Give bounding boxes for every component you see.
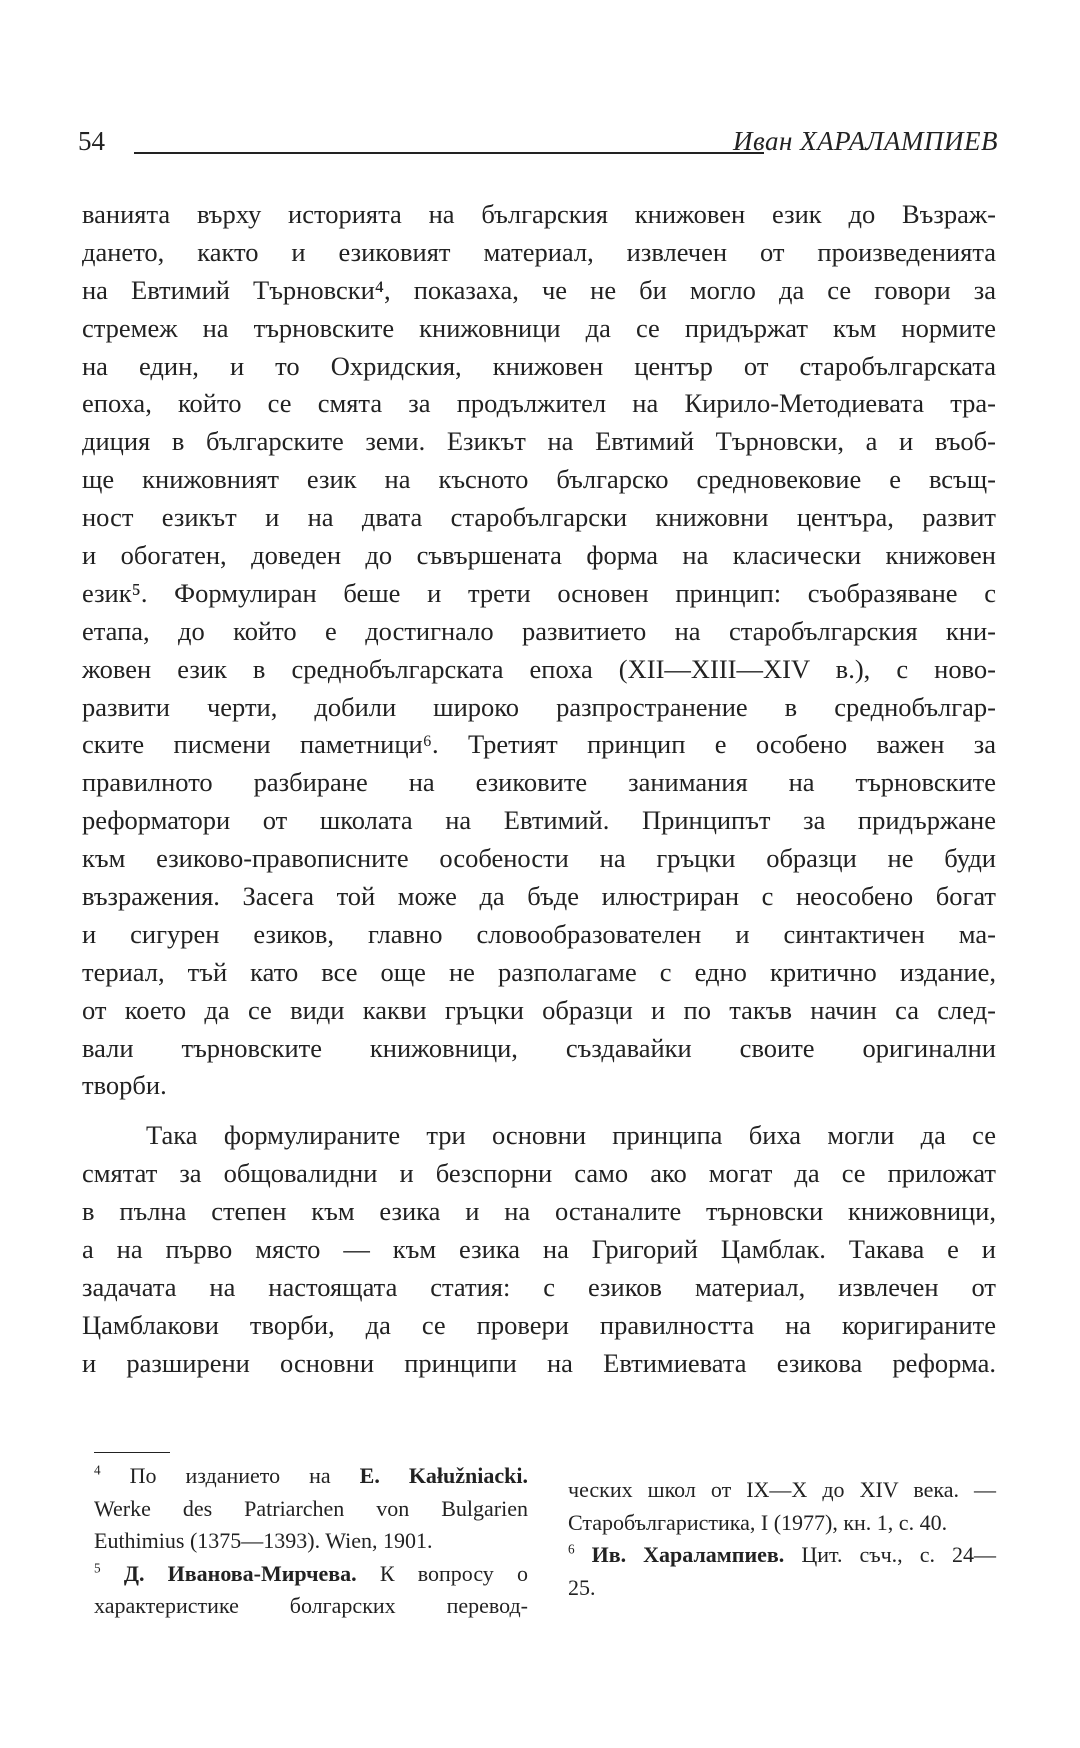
text-line: стремеж на търновските книжовници да се придържат към нормите [82,312,996,343]
text-line: диция в българските земи. Езикът на Евтимий Търновски, а и въоб- [82,426,996,457]
footnote-rule [94,1452,170,1453]
text-line: на Евтимий Търновски⁴, показаха, че не би могло да се говори за [82,274,996,305]
footnote-text: По изданието на [129,1463,360,1488]
footnote-text: Цит. съч., с. 24— [784,1542,997,1567]
text-line: реформатори от школата на Евтимий. Принципът за придържане [82,805,996,836]
footnote-author: E. Kałužniacki. [359,1463,529,1488]
text-line: Цамблакови творби, да се провери правилността на коригираните [82,1309,996,1340]
text-line: Така формулираните три основни принципа биха могли да се [146,1120,996,1151]
text-line: задачата на настоящата статия: с езиков материал, извлечен от [82,1271,996,1302]
text-line: и обогатен, доведен до съвършената форма на класически книжовен [82,540,996,571]
header-rule [134,152,764,154]
text-line: ще книжовният език на късното българско средновековие е всъщ- [82,464,996,495]
footnote-line: 25. [568,1574,596,1600]
text-line: правилното разбиране на езиковите занимания на търновските [82,767,996,798]
footnote-marker: 5 [94,1560,101,1576]
footnote-marker: 4 [94,1462,101,1478]
footnote-line: Старобългаристика, I (1977), кн. 1, с. 40. [568,1509,948,1535]
paragraph-gap [82,1105,996,1117]
running-head: Иван ХАРАЛАМПИЕВ [733,126,998,156]
text-line: развити черти, добили широко разпространение в среднобългар- [82,691,996,722]
footnotes-right-column [568,1474,996,1604]
page-header [78,126,998,166]
text-line: ските писмени паметници⁶. Третият принцип е особено важен за [82,729,996,760]
text-line: творби. [82,1070,167,1101]
footnote-text: К вопросу о [356,1560,528,1586]
footnotes-left-column [94,1460,528,1623]
text-line: и разширени основни принципи на Евтимиевата езикова реформа. [82,1347,996,1378]
text-line: жовен език в среднобългарската епоха (XII—XIII—XIV в.), с ново- [82,653,996,684]
footnote-4 [94,1460,528,1493]
text-line: език⁵. Формулиран беше и трети основен принцип: съобразяване с [82,577,996,608]
text-line: дането, както и езиковият материал, извлечен от произведенията [82,236,996,267]
footnote-line: характеристике болгарских перевод- [94,1593,528,1618]
text-line: смятат за общовалидни и безспорни само ако могат да се приложат [82,1158,996,1189]
text-line: ност езикът и на двата старобългарски книжовни центъра, развит [82,502,996,533]
text-line: в пълна степен към езика и на останалите търновски книжовници, [82,1196,996,1227]
footnote-author: Ив. Харалампиев. [591,1542,785,1567]
footnote-author: Д. Иванова-Мирчева. [123,1560,357,1586]
body-text [82,196,996,1383]
text-line: от което да се види какви гръцки образци и по такъв начин са след- [82,994,996,1025]
text-line: към езиково-правописните особености на гръцки образци не буди [82,843,996,874]
page-number: 54 [78,126,105,156]
text-line: териал, тъй като все още не разполагаме с едно критично издание, [82,956,996,987]
footnote-line: Euthimius (1375—1393). Wien, 1901. [94,1528,433,1553]
text-line: а на първо място — към езика на Григорий Цамблак. Такава е и [82,1234,996,1265]
footnote-5 [94,1558,528,1591]
footnote-line: ческих школ от IX—X до XIV века. — [568,1477,996,1502]
footnote-line: Werke des Patriarchen von Bulgarien [94,1495,528,1521]
text-line: вали търновските книжовници, създавайки своите оригинални [82,1032,996,1063]
footnote-marker: 6 [568,1541,575,1557]
footnote-6 [568,1539,996,1572]
text-line: и сигурен езиков, главно словообразователен и синтактичен ма- [82,918,996,949]
text-line: възражения. Засега той може да бъде илюстриран с неособено богат [82,881,996,912]
text-line: на един, и то Охридския, книжовен център от старобългарската [82,350,996,381]
text-line: епоха, който се смята за продължител на Кирило-Методиевата тра- [82,388,996,419]
text-line: ванията върху историята на българския книжовен език до Възраж- [82,199,996,229]
text-line: етапа, до който е достигнало развитието на старобългарския кни- [82,615,996,646]
